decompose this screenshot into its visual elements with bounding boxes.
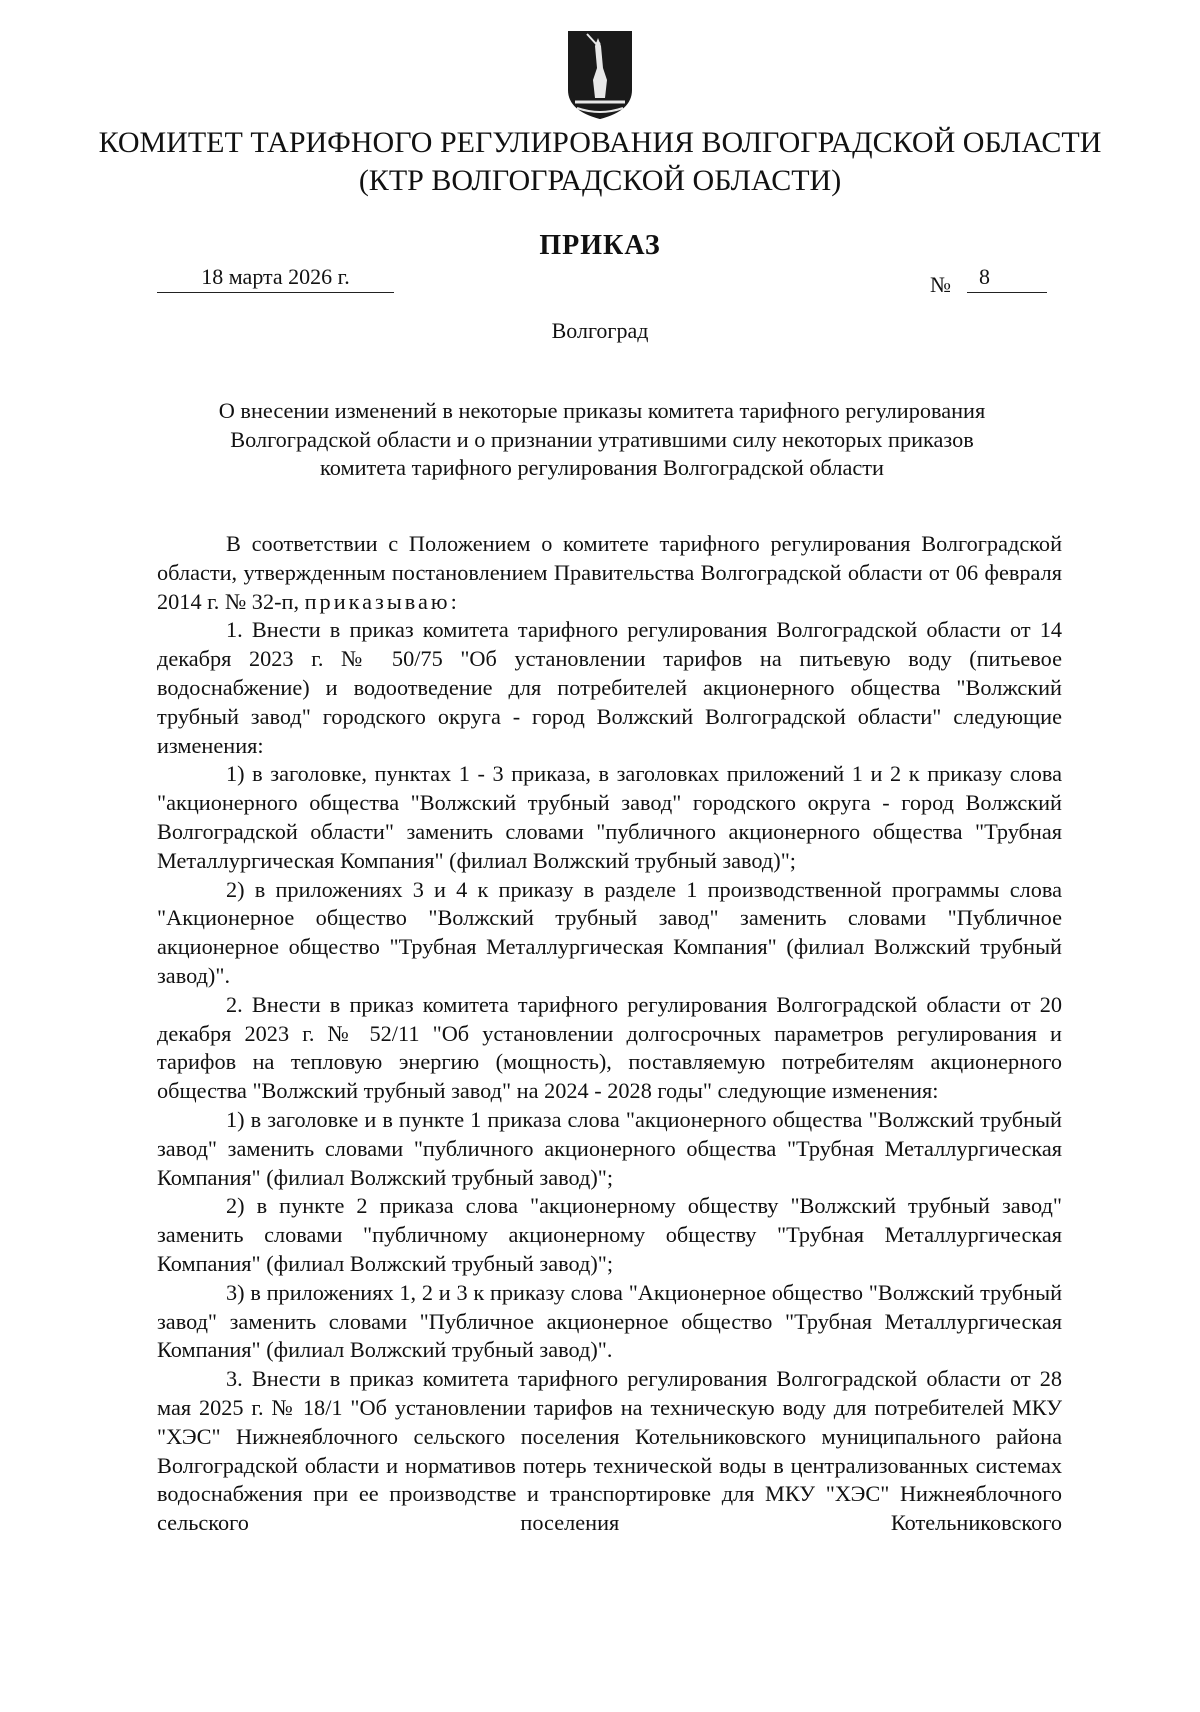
order-word: приказываю:: [304, 588, 460, 614]
organization-name: КОМИТЕТ ТАРИФНОГО РЕГУЛИРОВАНИЯ ВОЛГОГРАДСКОЙ ОБЛАСТИ: [98, 126, 1102, 159]
subject-line: Волгоградской области и о признании утратившими силу некоторых приказов: [230, 426, 974, 452]
preamble-text: В соответствии с Положением о комитете тарифного регулирования Волгоградской области, утвержденным постановлением Правительства Волгоградской области от 06 февраля 2014 г. № 32-п,: [157, 531, 1062, 614]
document-subject: [157, 397, 1047, 483]
document-number: 8: [967, 262, 1047, 293]
subject-line: комитета тарифного регулирования Волгоградской области: [320, 455, 884, 480]
subitem-paragraph: 2) в приложениях 3 и 4 к приказу в разделе 1 производственной программы слова "Акционерное общество "Волжский трубный завод" заменить словами "Публичное акционерное общество "Трубная Металлургическая Компания" (филиал Волжский трубный завод)".: [157, 876, 1062, 988]
subitem-paragraph: 1) в заголовке, пунктах 1 - 3 приказа, в заголовках приложений 1 и 2 к приказу слова "акционерного общества "Волжский трубный завод" городского округа - город Волжский Волгоградской области" заменить словами "публичного акционерного общества "Трубная Металлургическая Компания" (филиал Волжский трубный завод)";: [157, 761, 1062, 873]
item-paragraph: 1. Внести в приказ комитета тарифного регулирования Волгоградской области от 14 декабря 2023 г. № 50/75 "Об установлении тарифов на питьевую воду (питьевое водоснабжение) и водоотведение для потребителей акционерного общества "Волжский трубный завод" городского округа - город Волжский Волгоградской области" следующие изменения:: [157, 617, 1062, 758]
item-paragraph: 2. Внести в приказ комитета тарифного регулирования Волгоградской области от 20 декабря 2023 г. № 52/11 "Об установлении долгосрочных параметров регулирования и тарифов на тепловую энергию (мощность), поставляемую потребителям акционерного общества "Волжский трубный завод" на 2024 - 2028 годы" следующие изменения:: [157, 991, 1062, 1104]
subitem-paragraph: 1) в заголовке и в пункте 1 приказа слова "акционерного общества "Волжский трубный завод" заменить словами "публичного акционерного общества "Трубная Металлургическая Компания" (филиал Волжский трубный завод)";: [157, 1106, 1062, 1190]
document-date: 18 марта 2026 г.: [157, 262, 394, 293]
number-label: №: [930, 272, 951, 297]
subject-line: О внесении изменений в некоторые приказы комитета тарифного регулирования: [218, 398, 986, 423]
city: Волгоград: [551, 318, 649, 343]
preamble-paragraph: [157, 530, 1062, 616]
document-body: [157, 530, 1062, 1538]
organization-short-name: (КТР ВОЛГОГРАДСКОЙ ОБЛАСТИ): [358, 164, 842, 197]
subitem-paragraph: 3) в приложениях 1, 2 и 3 к приказу слова "Акционерное общество "Волжский трубный завод" заменить словами "Публичное акционерное общество "Трубная Металлургическая Компания" (филиал Волжский трубный завод)".: [157, 1279, 1062, 1363]
coat-of-arms-icon: [565, 28, 635, 122]
document-type: ПРИКАЗ: [539, 230, 661, 261]
item-paragraph: 3. Внести в приказ комитета тарифного регулирования Волгоградской области от 28 мая 2025 г. № 18/1 "Об установлении тарифов на техническую воду для потребителей МКУ "ХЭС" Нижнеяблочного сельского поселения Котельниковского муниципального района Волгоградской области и нормативов потерь технической воды в централизованных системах водоснабжения при ее производстве и транспортировке для МКУ "ХЭС" Нижнеяблочного сельского поселения Котельниковского: [157, 1366, 1062, 1536]
subitem-paragraph: 2) в пункте 2 приказа слова "акционерному обществу "Волжский трубный завод" заменить словами "публичному акционерному обществу "Трубная Металлургическая Компания" (филиал Волжский трубный завод)";: [157, 1193, 1062, 1276]
